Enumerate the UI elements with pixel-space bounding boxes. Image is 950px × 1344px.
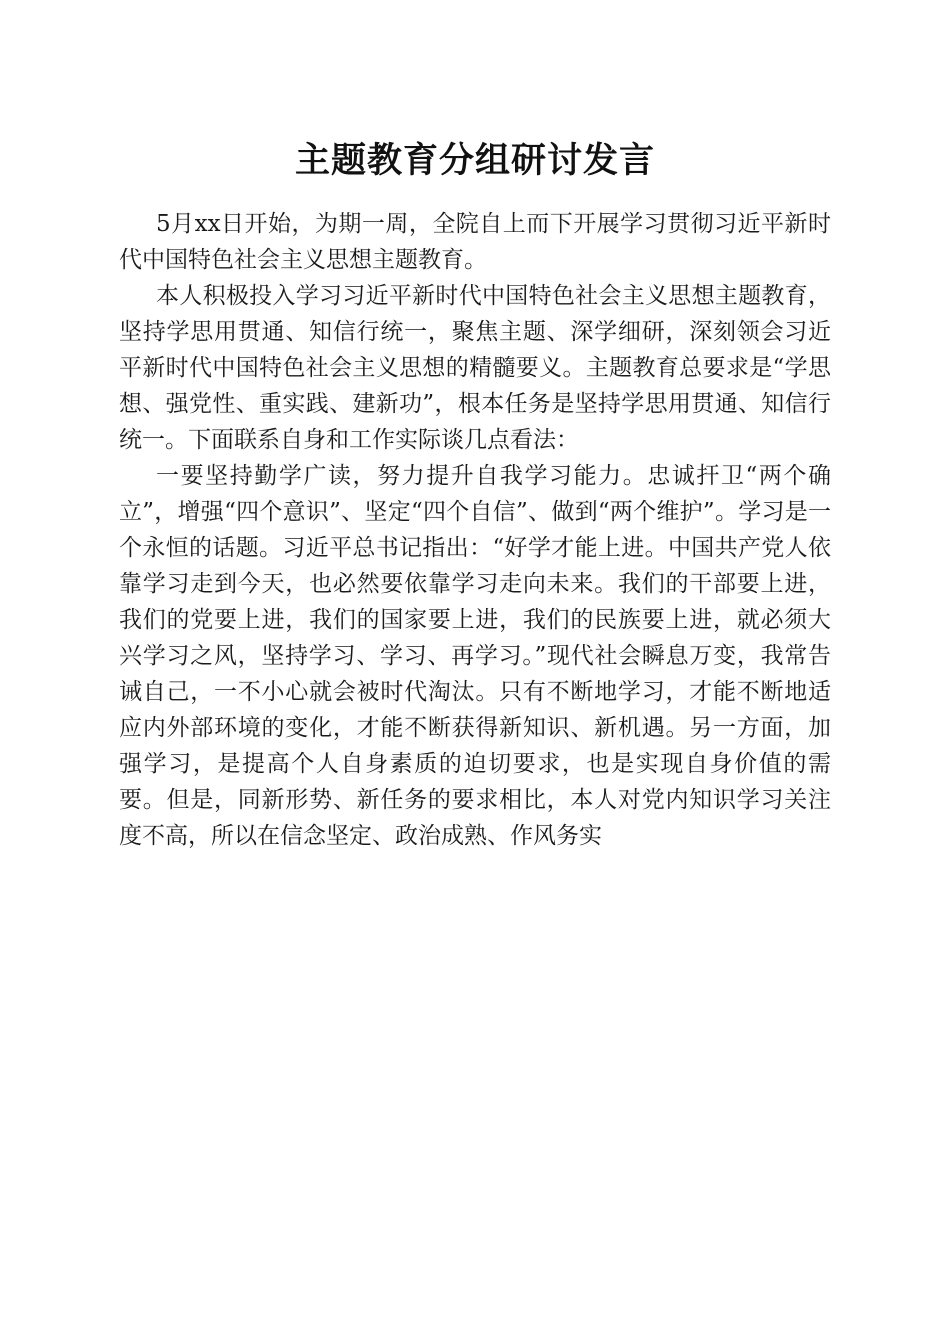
paragraph-point-one: 一要坚持勤学广读，努力提升自我学习能力。忠诚扞卫“两个确立”，增强“四个意识”、坚定“四个自信”、做到“两个维护”。学习是一个永恒的话题。习近平总书记指出：“好学才能上进。中国共产党人依靠学习走到今天，也必然要依靠学习走向未来。我们的干部要上进，我们的党要上进，我们的国家要上进，我们的民族要上进，就必须大兴学习之风，坚持学习、学习、再学习。”现代社会瞬息万变，我常告诫自己，一不小心就会被时代淘汰。只有不断地学习，才能不断地适应内外部环境的变化，才能不断获得新知识、新机遇。另一方面，加强学习，是提高个人自身素质的迫切要求，也是实现自身价值的需要。但是，同新形势、新任务的要求相比，本人对党内知识学习关注度不高，所以在信念坚定、政治成熟、作风务实 [119, 463, 831, 849]
paragraph-overview: 本人积极投入学习习近平新时代中国特色社会主义思想主题教育，坚持学思用贯通、知信行统一，聚焦主题、深学细研，深刻领会习近平新时代中国特色社会主义思想的精髓要义。主题教育总要求是“学思想、强党性、重实践、建新功”，根本任务是坚持学思用贯通、知信行统一。下面联系自身和工作实际谈几点看法： [119, 283, 831, 453]
document-body [119, 206, 831, 854]
paragraph-intro: 5月xx日开始，为期一周，全院自上而下开展学习贯彻习近平新时代中国特色社会主义思想主题教育。 [119, 211, 831, 273]
document-title: 主题教育分组研讨发言 [294, 140, 655, 181]
